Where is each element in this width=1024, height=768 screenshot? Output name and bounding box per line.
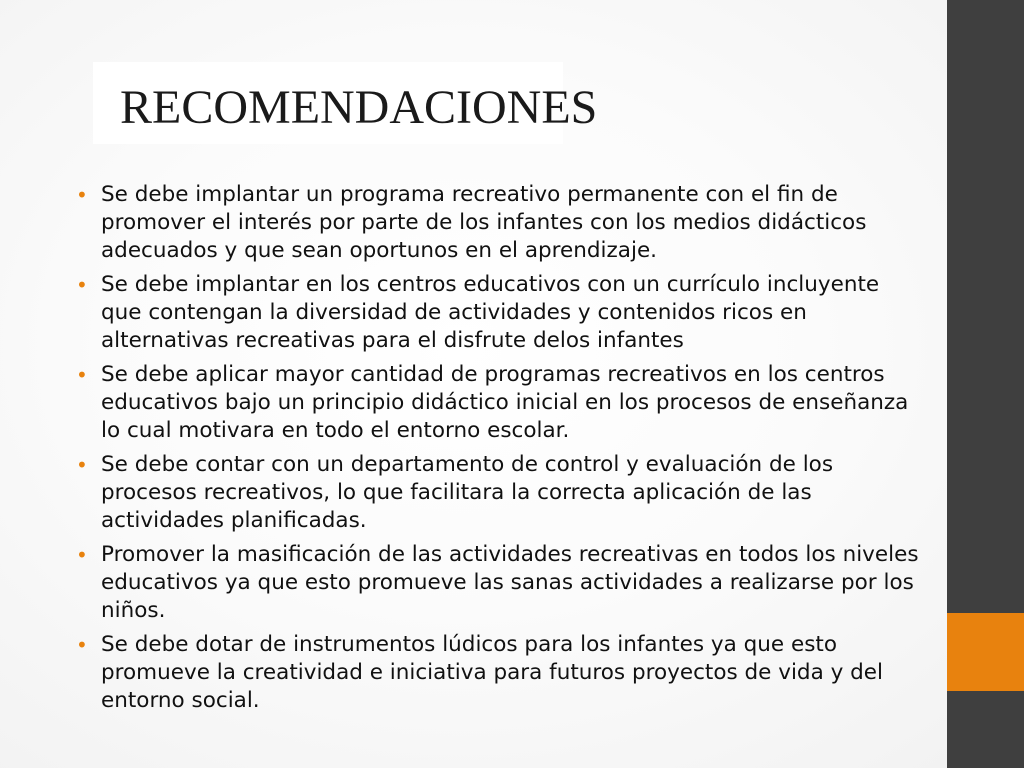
list-item [76,631,926,715]
bullet-icon: • [76,363,88,387]
bullet-icon: • [76,453,88,477]
slide-title: RECOMENDACIONES [120,81,598,134]
list-item [76,271,926,355]
list-item [76,541,926,625]
bullet-text: Se debe contar con un departamento de control y evaluación de los procesos recreativos, lo que facilitara la correcta aplicación de las actividades planificadas. [101,452,834,533]
bullet-text: Se debe implantar un programa recreativo permanente con el fin de promover el interés por parte de los infantes con los medios didácticos adecuados y que sean oportunos en el aprendizaje. [101,182,867,263]
bullet-icon: • [76,273,88,297]
bullet-list [76,181,926,721]
list-item [76,451,926,535]
bullet-text: Se debe aplicar mayor cantidad de programas recreativos en los centros educativos bajo un principio didáctico inicial en los procesos de enseñanza lo cual motivara en todo el entorno escolar. [101,362,909,443]
list-item [76,361,926,445]
bullet-icon: • [76,543,88,567]
bullet-text: Promover la masificación de las actividades recreativas en todos los niveles educativos ya que esto promueve las sanas actividades a realizarse por los niños. [101,542,919,623]
bullet-text: Se debe dotar de instrumentos lúdicos para los infantes ya que esto promueve la creatividad e iniciativa para futuros proyectos de vida y del entorno social. [101,632,883,713]
sidebar-accent [947,613,1024,691]
bullet-icon: • [76,183,88,207]
list-item [76,181,926,265]
bullet-icon: • [76,633,88,657]
bullet-text: Se debe implantar en los centros educativos con un currículo incluyente que contengan la diversidad de actividades y contenidos ricos en alternativas recreativas para el disfrute delos infantes [101,272,880,353]
